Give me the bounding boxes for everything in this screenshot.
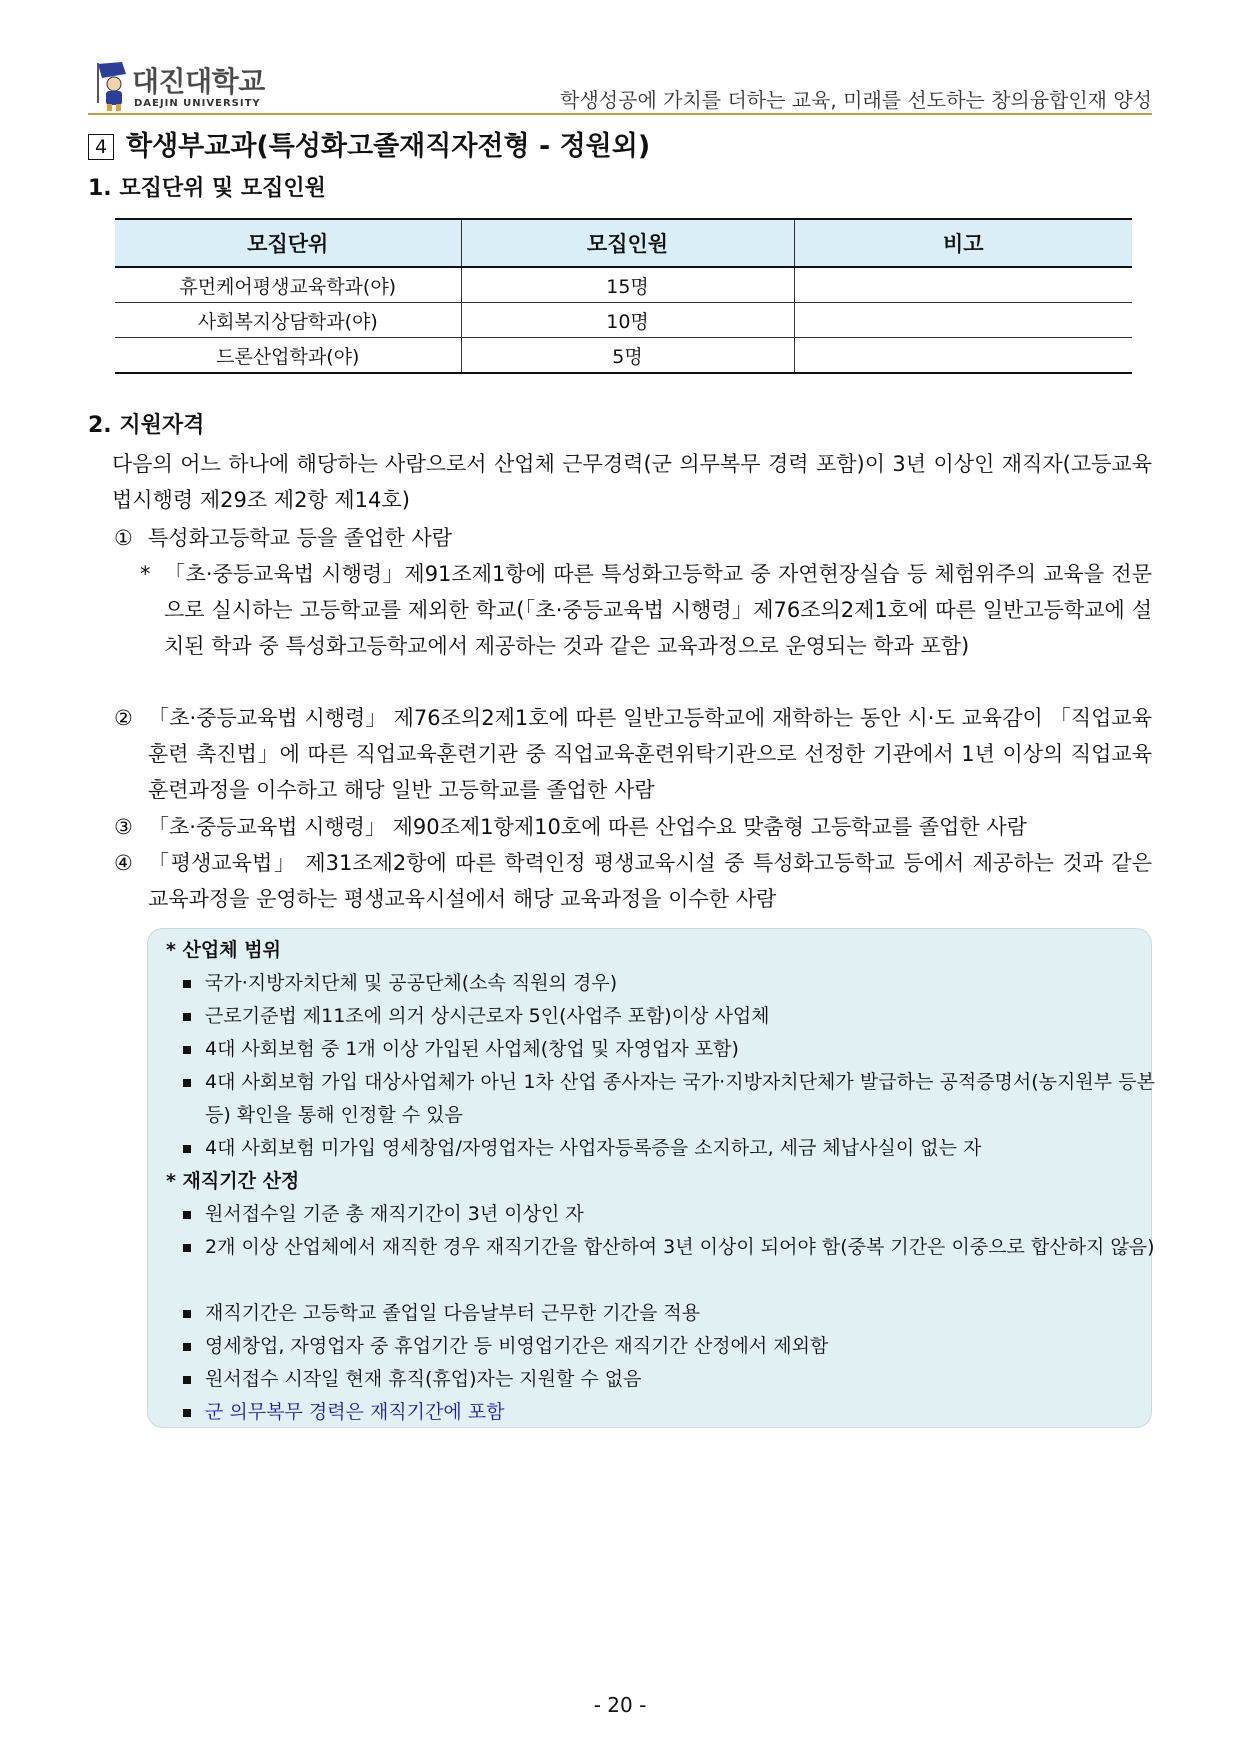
university-logo [88, 58, 288, 114]
square-bullet-icon [183, 980, 191, 988]
industry-scope-title: * 산업체 범위 [166, 939, 281, 961]
square-bullet-icon [183, 1079, 191, 1087]
employment-period-item-highlight: 군 의무복무 경력은 재직기간에 포함 [181, 1396, 1155, 1429]
employment-period-item: 원서접수일 기준 총 재직기간이 3년 이상인 자 [181, 1198, 1155, 1231]
table-header-cell: 모집인원 [461, 219, 794, 267]
industry-scope-item: 4대 사회보험 미가입 영세창업/자영업자는 사업자등록증을 소지하고, 세금 체납사실이 없는 자 [181, 1132, 1155, 1165]
square-bullet-icon [183, 1145, 191, 1153]
item-text: 「초·중등교육법 시행령」 제90조제1항제10호에 따른 산업수요 맞춤형 고등학교를 졸업한 사람 [148, 815, 1027, 839]
square-bullet-icon [183, 1046, 191, 1054]
table-header-cell: 모집단위 [115, 219, 461, 267]
eligibility-item-3 [114, 809, 1152, 845]
employment-period-item: 재직기간은 고등학교 졸업일 다음날부터 근무한 기간을 적용 [181, 1297, 1155, 1330]
employment-period-item: 원서접수 시작일 현재 휴직(휴업)자는 지원할 수 없음 [181, 1363, 1155, 1396]
industry-scope-item: 국가·지방자치단체 및 공공단체(소속 직원의 경우) [181, 967, 1155, 1000]
industry-scope-item: 근로기준법 제11조에 의거 상시근로자 5인(사업주 포함)이상 사업체 [181, 1000, 1155, 1033]
item-marker: ① [114, 526, 133, 550]
square-bullet-icon [183, 1310, 191, 1318]
square-bullet-icon [183, 1013, 191, 1021]
part1-title: 1. 모집단위 및 모집인원 [88, 176, 326, 201]
industry-scope-item: 4대 사회보험 중 1개 이상 가입된 사업체(창업 및 자영업자 포함) [181, 1033, 1155, 1066]
employment-period-title: * 재직기간 산정 [166, 1170, 300, 1192]
page-number: - 20 - [593, 1693, 647, 1717]
criteria-info-box [147, 928, 1155, 1428]
employment-period-item: 영세창업, 자영업자 중 휴업기간 등 비영업기간은 재직기간 산정에서 제외함 [181, 1330, 1155, 1363]
note-text: 「초·중등교육법 시행령」제91조제1항에 따른 특성화고등학교 중 자연현장실습 등 체험위주의 교육을 전문으로 실시하는 고등학교를 제외한 학교(「초·중등교육법 시행령」제76조의2제1호에 따른 일반고등학교에 설치된 학과 중 특성화고등학교에서 제공하는 것과 같은 교육과정으로 운영되는 학과 포함) [164, 562, 1152, 658]
eligibility-lead-paragraph: 다음의 어느 하나에 해당하는 사람으로서 산업체 근무경력(군 의무복무 경력 포함)이 3년 이상인 재직자(고등교육법시행령 제29조 제2항 제14호) [112, 452, 1152, 512]
item-text: 「평생교육법」 제31조제2항에 따른 학력인정 평생교육시설 중 특성화고등학교 등에서 제공하는 것과 같은 교육과정을 운영하는 평생교육시설에서 해당 교육과정을 이수한 사람 [148, 851, 1152, 911]
eligibility-item-2 [114, 700, 1152, 808]
industry-scope-item: 4대 사회보험 가입 대상사업체가 아닌 1차 산업 종사자는 국가·지방자치단체가 발급하는 공적증명서(농지원부 등본 등) 확인을 통해 인정할 수 있음 [181, 1066, 1155, 1132]
logo-english-text: DAEJIN UNIVERSITY [134, 98, 261, 109]
table-cell: 사회복지상담학과(야) [115, 303, 461, 338]
table-row [115, 303, 1132, 338]
table-cell [794, 338, 1132, 374]
item-text: 특성화고등학교 등을 졸업한 사람 [148, 526, 453, 550]
recruitment-table [115, 218, 1132, 374]
note-marker: * [140, 562, 151, 586]
section-number-box: 4 [88, 134, 114, 160]
table-cell: 5명 [461, 338, 794, 374]
header-divider [88, 113, 1152, 115]
table-header-cell: 비고 [794, 219, 1132, 267]
square-bullet-icon [183, 1244, 191, 1252]
table-cell: 15명 [461, 267, 794, 303]
square-bullet-icon [183, 1211, 191, 1219]
section-title [88, 130, 650, 164]
item-marker: ③ [114, 815, 133, 839]
section-title-text: 학생부교과(특성화고졸재직자전형 - 정원외) [126, 131, 651, 162]
table-cell [794, 267, 1132, 303]
header-slogan: 학생성공에 가치를 더하는 교육, 미래를 선도하는 창의융합인재 양성 [560, 88, 1152, 112]
table-cell [794, 303, 1132, 338]
item-marker: ④ [114, 851, 133, 875]
mascot-flag-icon [92, 60, 136, 112]
table-cell: 10명 [461, 303, 794, 338]
square-bullet-icon [183, 1343, 191, 1351]
table-row [115, 338, 1132, 374]
logo-korean-text: 대진대학교 [132, 65, 265, 98]
table-cell: 드론산업학과(야) [115, 338, 461, 374]
eligibility-item-1 [114, 520, 1152, 556]
item-marker: ② [114, 706, 133, 730]
eligibility-item-4 [114, 845, 1152, 917]
employment-period-item: 2개 이상 산업체에서 재직한 경우 재직기간을 합산하여 3년 이상이 되어야 함(중복 기간은 이중으로 합산하지 않음) [181, 1231, 1155, 1264]
page-header [88, 58, 1152, 118]
table-header-row [115, 219, 1132, 267]
part2-title: 2. 지원자격 [88, 413, 205, 438]
eligibility-note [140, 556, 1152, 664]
item-text: 「초·중등교육법 시행령」 제76조의2제1호에 따른 일반고등학교에 재학하는 동안 시·도 교육감이 「직업교육훈련 촉진법」에 따른 직업교육훈련기관 중 직업교육훈련위탁기관으로 선정한 기관에서 1년 이상의 직업교육훈련과정을 이수하고 해당 일반 고등학교를 졸업한 사람 [148, 706, 1152, 802]
table-cell: 휴먼케어평생교육학과(야) [115, 267, 461, 303]
square-bullet-icon [183, 1376, 191, 1384]
square-bullet-icon [183, 1409, 191, 1417]
table-row [115, 267, 1132, 303]
